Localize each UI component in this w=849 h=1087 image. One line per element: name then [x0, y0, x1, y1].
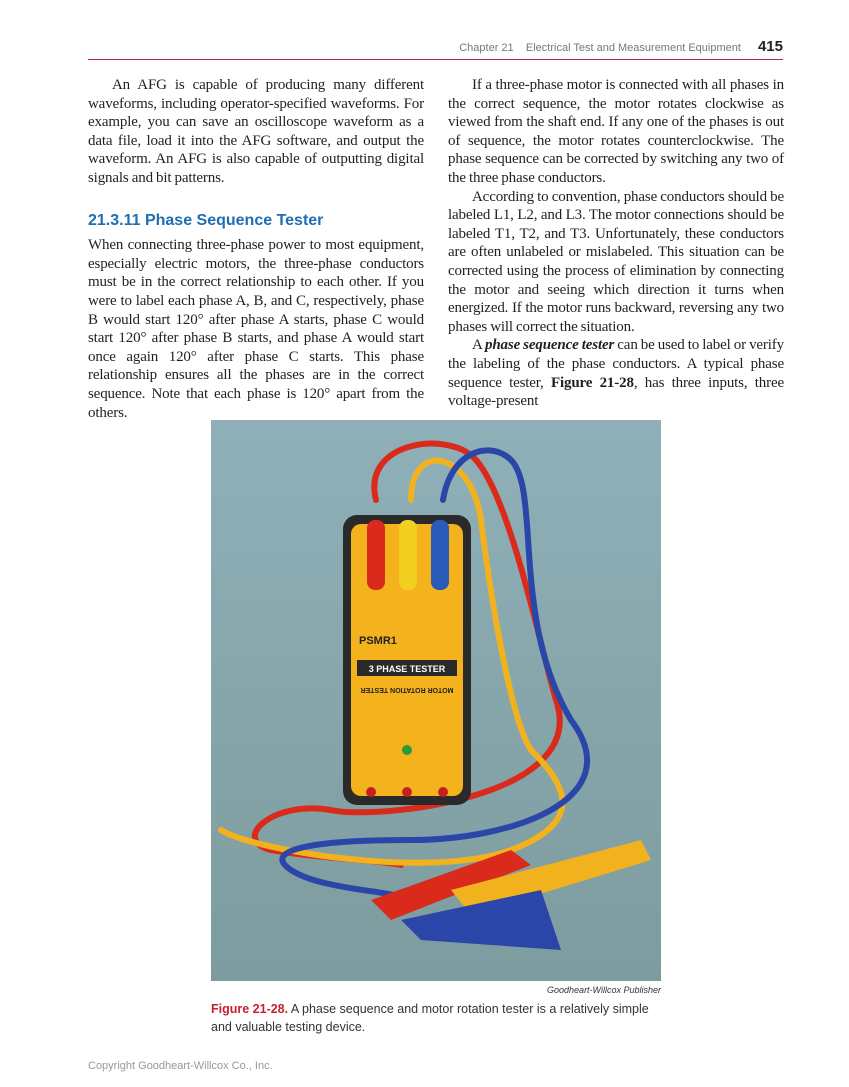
- paragraph: According to convention, phase conductors should be labeled L1, L2, and L3. The motor connections should be labeled T1, T2, and T3. Unfortunately, these conductors are often unlabeled or mislabeled. This situation can be corrected using the process of elimination by connecting the motor and seeing which direction it turns when energized. If the motor runs backward, reversing any two phases will correct the situation.: [448, 188, 784, 335]
- right-column: [448, 76, 784, 411]
- photo-credit: Goodheart-Willcox Publisher: [547, 985, 661, 995]
- paragraph: When connecting three-phase power to most equipment, especially electric motors, the three-phase conductors must be in the correct relationship to each other. If you were to label each phase A, B, and C, respectively, phase B would start 120° after phase A starts, phase C would start 120° after phase B starts, and phase A would start once again 120° after phase C starts. This phase relationship ensures all the phases are in the correct sequence. Note that each phase is 120° apart from the others.: [88, 237, 424, 421]
- running-header: [459, 38, 783, 55]
- l3-terminal: [366, 787, 376, 797]
- phase-tester-photo: [211, 420, 661, 981]
- red-plug: [367, 520, 385, 590]
- device-subtitle: MOTOR ROTATION TESTER: [360, 686, 454, 693]
- yellow-plug: [399, 520, 417, 590]
- caption-text: A phase sequence and motor rotation tester is a relatively simple and valuable testing device.: [211, 1002, 649, 1034]
- text: A: [472, 337, 485, 354]
- header-rule: [88, 59, 783, 60]
- paragraph: An AFG is capable of producing many different waveforms, including operator-specified waveforms. For example, you can save an oscilloscope waveform as a data file, load it into the AFG software, and output the waveform. An AFG is also capable of outputting digital signals and bit patterns.: [88, 77, 424, 186]
- device-model: PSMR1: [359, 635, 397, 647]
- text: can be used to label or verify the labeling of the phase conductors. A typical phase sequence tester,: [448, 337, 784, 391]
- paragraph: [448, 336, 784, 410]
- figure-label: Figure 21-28.: [211, 1002, 289, 1016]
- paragraph: If a three-phase motor is connected with all phases in the correct sequence, the motor rotates clockwise as viewed from the shaft end. If any one of the phases is out of sequence, the motor rotates counterclockwise. The phase sequence can be corrected by switching any two of the three phase conductors.: [448, 77, 784, 186]
- figure-caption: [211, 1000, 651, 1036]
- figure-reference: Figure 21-28: [550, 374, 634, 391]
- device-title: 3 PHASE TESTER: [368, 664, 446, 674]
- key-term: phase sequence tester: [484, 337, 615, 354]
- copyright: Copyright Goodheart-Willcox Co., Inc.: [88, 1060, 273, 1072]
- l2-terminal: [402, 787, 412, 797]
- page-number: 415: [757, 38, 783, 55]
- blue-plug: [431, 520, 449, 590]
- power-led: [402, 745, 412, 755]
- text: , has three inputs, three voltage-present: [448, 374, 784, 410]
- chapter-number: Chapter 21: [459, 42, 514, 54]
- left-column: [88, 76, 424, 422]
- chapter-title: Electrical Test and Measurement Equipment: [525, 42, 741, 54]
- section-heading: 21.3.11 Phase Sequence Tester: [88, 211, 324, 229]
- l1-terminal: [438, 787, 448, 797]
